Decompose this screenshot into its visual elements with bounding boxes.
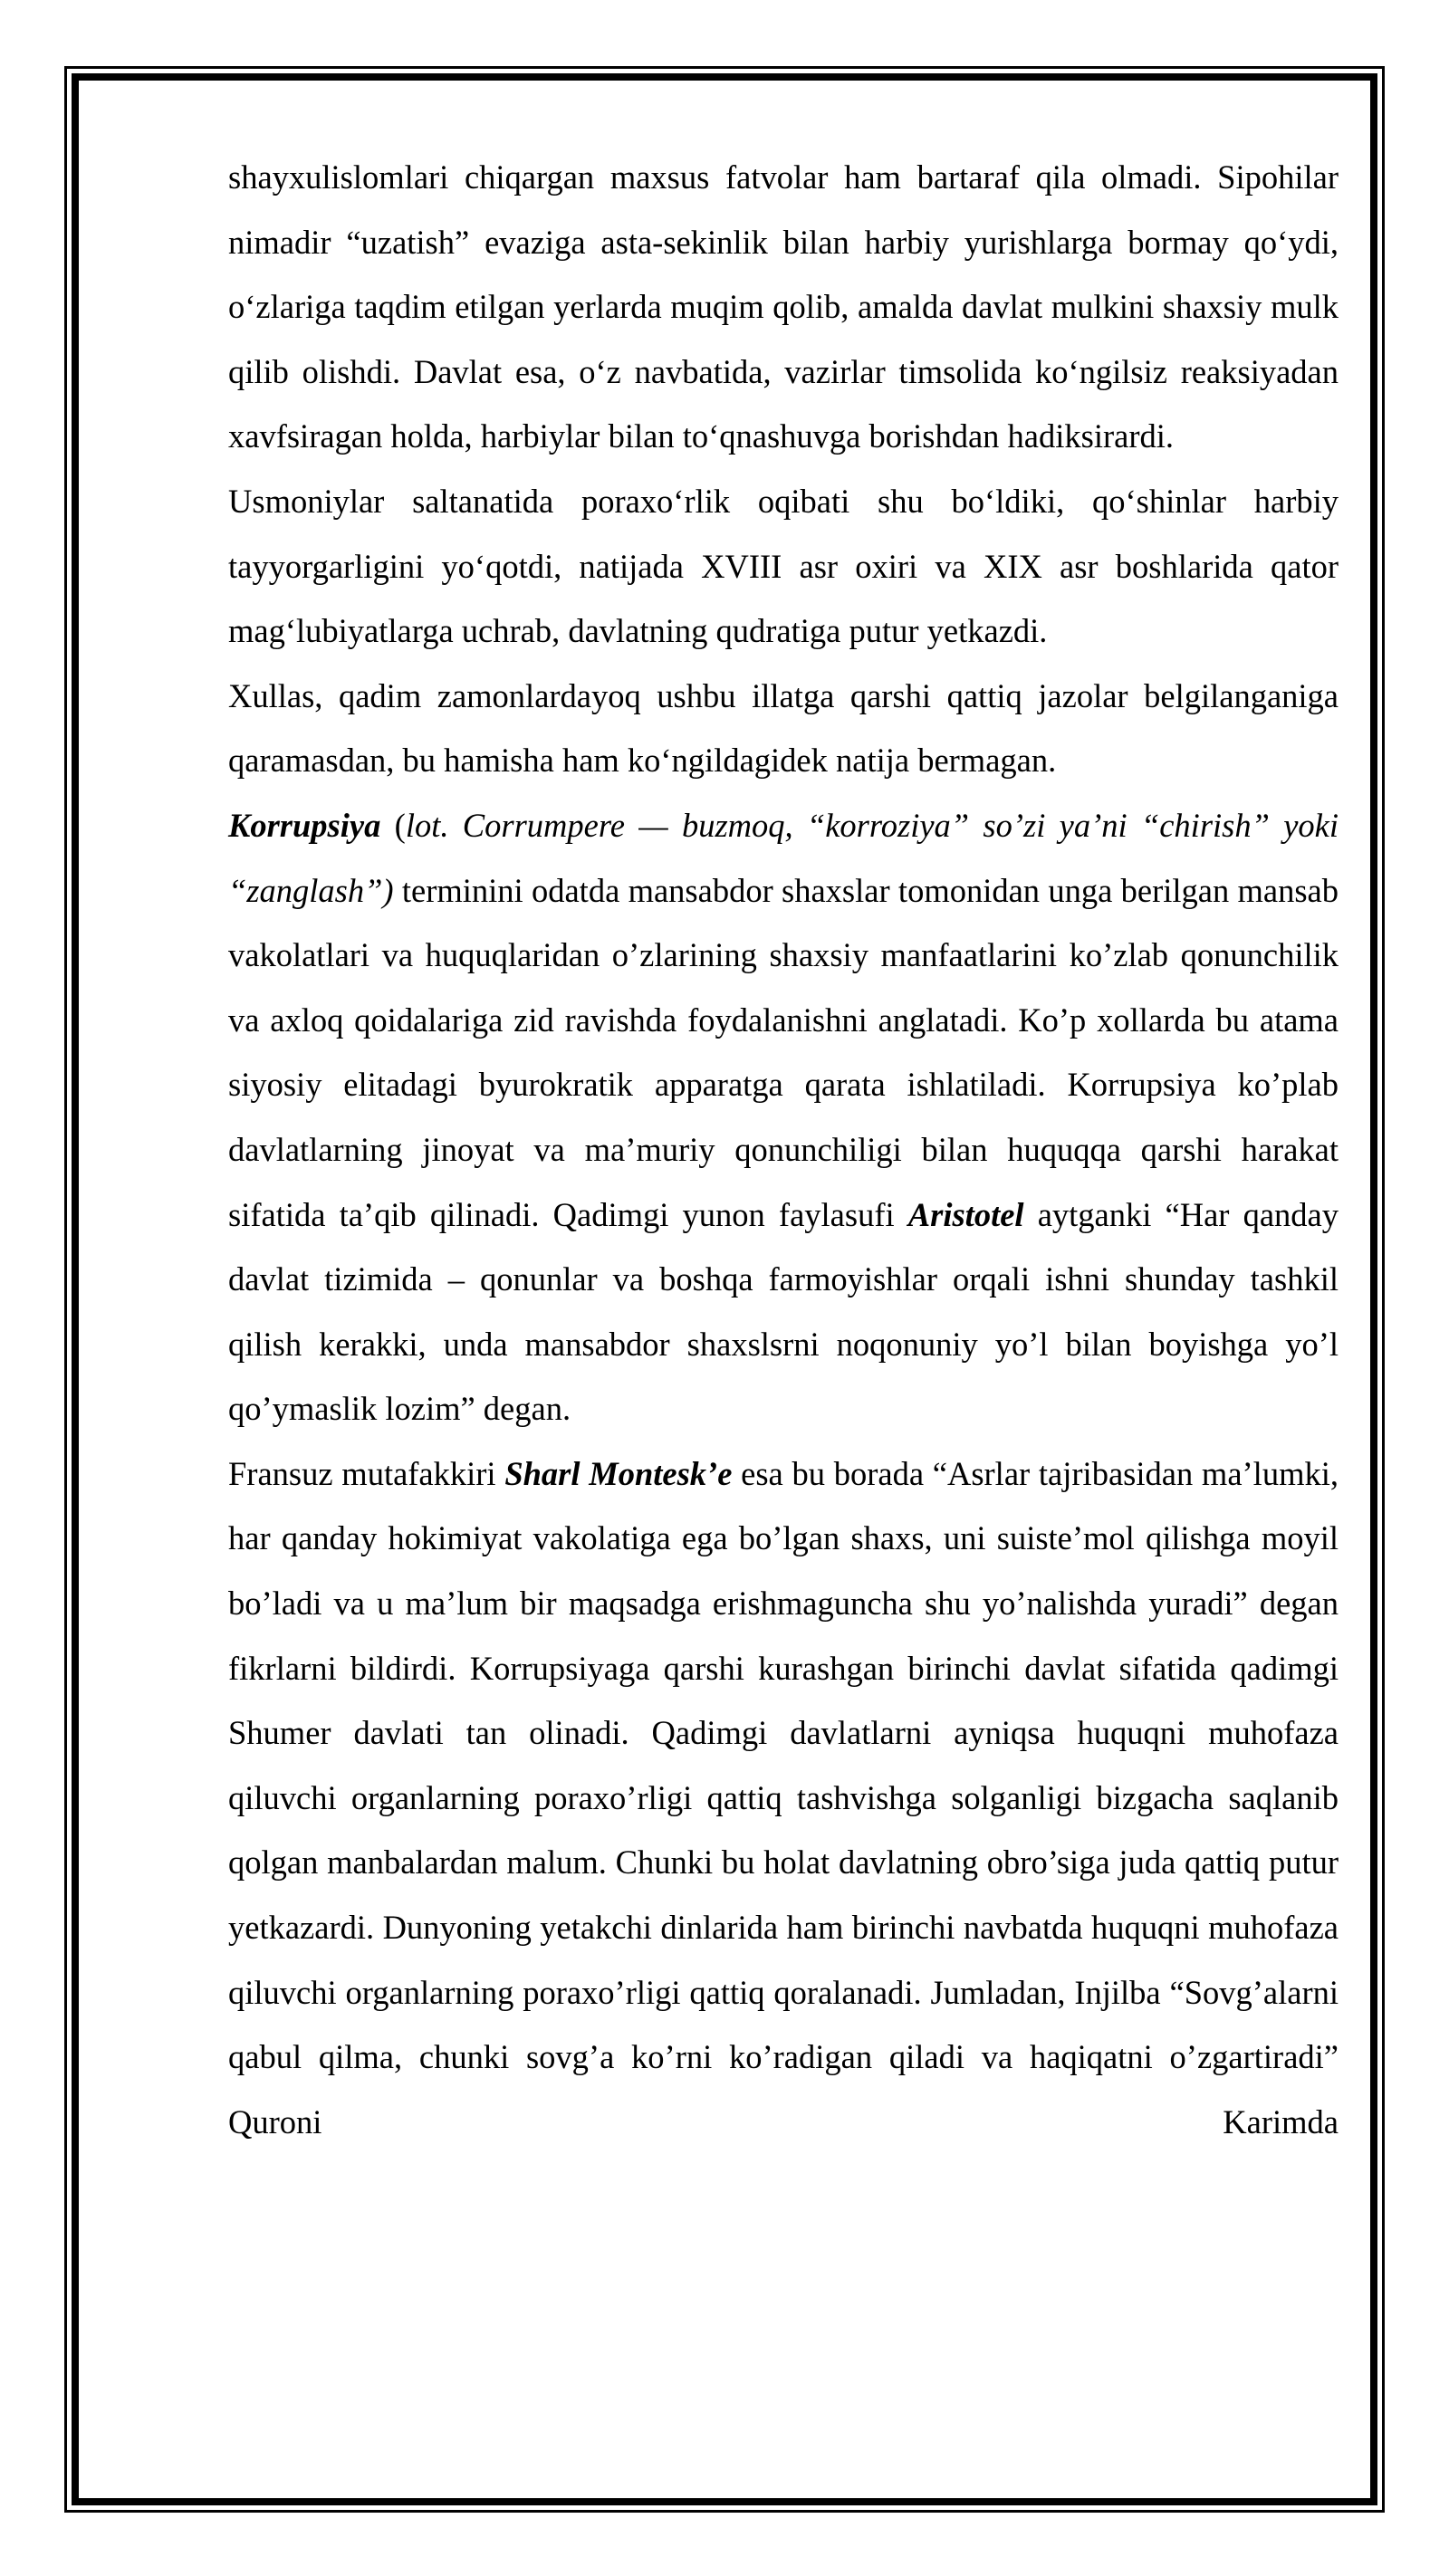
etymology-note: lot. Corrumpere — buzmoq, “korroziya” so’zi ya’ni “chirish” yoki “zanglash”) [228,806,1339,909]
paragraph-3-text: Xullas, qadim zamonlardayoq ushbu illatga qarshi qattiq jazolar belgilanganiga qaramasdan, bu hamisha ham ko‘ngildagidek natija bermagan. [228,676,1339,780]
document-body [228,145,1339,2154]
paragraph-5-text: esa bu borada “Asrlar tajribasidan ma’lumki, har qanday hokimiyat vakolatiga ega bo’lgan shaxs, uni suiste’mol qilishga moyil bo’ladi va u ma’lum bir maqsadga erishmaguncha shu yo’nalishda yuradi” degan fikrlarni bildirdi. Korrupsiyaga qarshi kurashgan birinchi davlat sifatida qadimgi Shumer davlati tan olinadi. Qadimgi davlatlarni ayniqsa huquqni muhofaza qiluvchi organlarning poraxo’rligi qattiq tashvishga solganligi bizgacha saqlanib qolgan manbalardan malum. Chunki bu holat davlatning obro’siga juda qattiq putur yetkazardi. Dunyoning yetakchi dinlarida ham birinchi navbatda huquqni muhofaza qiluvchi organlarning poraxo’rligi qattiq qoralanadi. Jumladan, Injilba “Sovg’alarni qabul qilma, chunki sovg’a ko’rni ko’radigan qiladi va haqiqatni o’zgartiradi” Quroni Karimda [228,1454,1339,2140]
paragraph-2 [228,469,1339,664]
name-montesquieu: Sharl Montesk’e [504,1454,733,1492]
term-korrupsiya: Korrupsiya [228,806,381,844]
aristotel-quote: aytganki “Har qanday davlat tizimida – qonunlar va boshqa farmoyishlar orqali ishni shunday tashkil qilish kerakki, unda mansabdor shaxslsrni noqonuniy yo’l bilan boyishga yo’l qo’ymaslik lozim” degan. [228,1195,1339,1428]
paragraph-3 [228,664,1339,793]
paragraph-5 [228,1441,1339,2155]
paragraph-2-text: Usmoniylar saltanatida poraxo‘rlik oqibati shu bo‘ldiki, qo‘shinlar harbiy tayyorgarligini yo‘qotdi, natijada XVIII asr oxiri va XIX asr boshlarida qator mag‘lubiyatlarga uchrab, davlatning qudratiga putur yetkazdi. [228,482,1339,650]
paragraph-1-text: shayxulislomlari chiqargan maxsus fatvolar ham bartaraf qila olmadi. Sipohilar nimadir “uzatish” evaziga asta-sekinlik bilan harbiy yurishlarga bormay qo‘ydi, o‘zlariga taqdim etilgan yerlarda muqim qolib, amalda davlat mulkini shaxsiy mulk qilib olishdi. Davlat esa, o‘z navbatida, vazirlar timsolida ko‘ngilsiz reaksiyadan xavfsiragan holda, harbiylar bilan to‘qnashuvga borishdan hadiksirardi. [228,158,1339,455]
paragraph-4 [228,793,1339,1441]
paragraph-5-intro: Fransuz mutafakkiri [228,1454,505,1492]
name-aristotel: Aristotel [907,1195,1024,1233]
paragraph-4-text: terminini odatda mansabdor shaxslar tomonidan unga berilgan mansab vakolatlari va huquqlaridan o’zlarining shaxsiy manfaatlarini ko’zlab qonunchilik va axloq qoidalariga zid ravishda foydalanishni anglatadi. Ko’p xollarda bu atama siyosiy elitadagi byurokratik apparatga qarata ishlatiladi. Korrupsiya ko’plab davlatlarning jinoyat va ma’muriy qonunchiligi bilan huquqqa qarshi harakat sifatida ta’qib qilinadi. Qadimgi yunon faylasufi [228,871,1339,1233]
paragraph-4-open-paren: ( [380,806,406,844]
paragraph-1 [228,145,1339,469]
